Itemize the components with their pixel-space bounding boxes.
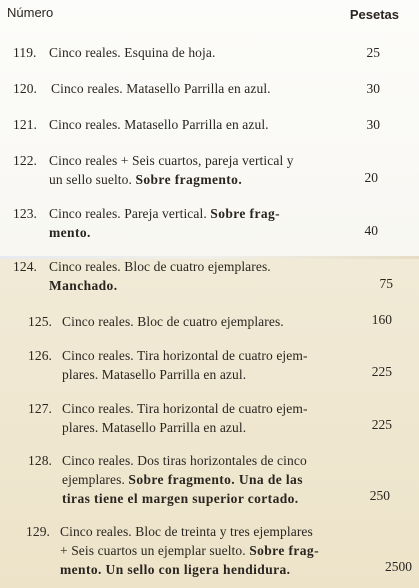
entry-text: Cinco reales. Tira horizontal de cuatro ejem-: [62, 348, 308, 363]
entry-number: 127.: [28, 401, 53, 416]
entry-text: Cinco reales. Dos tiras horizontales de cinco: [62, 453, 307, 468]
entry-description: [62, 399, 308, 437]
entry-price: 2500: [385, 559, 412, 574]
entry-price: 160: [371, 312, 392, 327]
entry-bold-note: tiras tiene el margen superior cortado.: [62, 491, 299, 506]
entry-description: [62, 312, 284, 331]
entry-text: plares. Matasello Parrilla en azul.: [62, 420, 247, 435]
entry-text: un sello suelto.: [49, 172, 136, 187]
entry-description: [62, 451, 307, 508]
entry-number: 124.: [13, 259, 38, 274]
entry-bold-note: mento. Un sello con ligera hendidura.: [60, 562, 291, 577]
entry-number: 122.: [13, 153, 38, 168]
entry-bold-note: Sobre fragmento. Una de las: [128, 472, 303, 487]
entry-bold-note: Sobre frag-: [249, 543, 319, 558]
entry-text: Cinco reales. Bloc de treinta y tres ejemplares: [60, 524, 313, 539]
column-header: [0, 0, 419, 26]
entry-description: [49, 257, 271, 295]
entry-text: Cinco reales. Esquina de hoja.: [49, 45, 216, 60]
entry-price: 30: [366, 81, 380, 96]
entry-number: 119.: [13, 45, 37, 60]
entry-text: Cinco reales. Matasello Parrilla en azul.: [49, 117, 269, 132]
entry-text: Cinco reales. Pareja vertical.: [49, 206, 211, 221]
entry-description: [49, 204, 280, 242]
entry-bold-note: Sobre frag-: [210, 206, 281, 221]
entry-text: + Seis cuartos un ejemplar suelto.: [60, 543, 250, 558]
entry-price: 250: [369, 488, 390, 503]
entry-bold-note: Sobre fragmento.: [135, 172, 243, 187]
entry-text: Cinco reales. Bloc de cuatro ejemplares.: [49, 259, 271, 274]
entry-text: plares. Matasello Parrilla en azul.: [62, 367, 247, 382]
entry-text: Cinco reales. Bloc de cuatro ejemplares.: [62, 314, 284, 329]
entry-price: 225: [371, 364, 392, 379]
entry-number: 126.: [28, 348, 53, 363]
entry-number: 120.: [13, 81, 38, 96]
entry-number: 123.: [13, 206, 38, 221]
entry-description: [51, 79, 271, 98]
entry-text: Cinco reales. Matasello Parrilla en azul.: [51, 81, 271, 96]
entry-text: ejemplares.: [62, 472, 129, 487]
entry-number: 121.: [13, 117, 38, 132]
entry-text: Cinco reales + Seis cuartos, pareja vertical y: [49, 153, 294, 168]
pesetas-heading: Pesetas: [349, 7, 399, 22]
entry-price: 25: [366, 45, 380, 60]
entry-number: 129.: [26, 524, 51, 539]
numero-heading: Número: [7, 5, 54, 20]
entry-price: 40: [364, 223, 378, 238]
entry-description: [62, 346, 308, 384]
entry-price: 225: [371, 417, 392, 432]
entry-description: [60, 522, 319, 579]
entry-price: 30: [366, 117, 380, 132]
entry-description: [49, 43, 215, 62]
entry-number: 128.: [28, 453, 53, 468]
entry-text: Cinco reales. Tira horizontal de cuatro ejem-: [62, 401, 308, 416]
entry-description: [49, 151, 294, 189]
entry-description: [49, 115, 269, 134]
entry-number: 125.: [28, 314, 53, 329]
entry-bold-note: Manchado.: [49, 278, 118, 293]
entry-price: 75: [379, 276, 393, 291]
entry-price: 20: [364, 170, 378, 185]
entry-bold-note: mento.: [49, 225, 91, 240]
